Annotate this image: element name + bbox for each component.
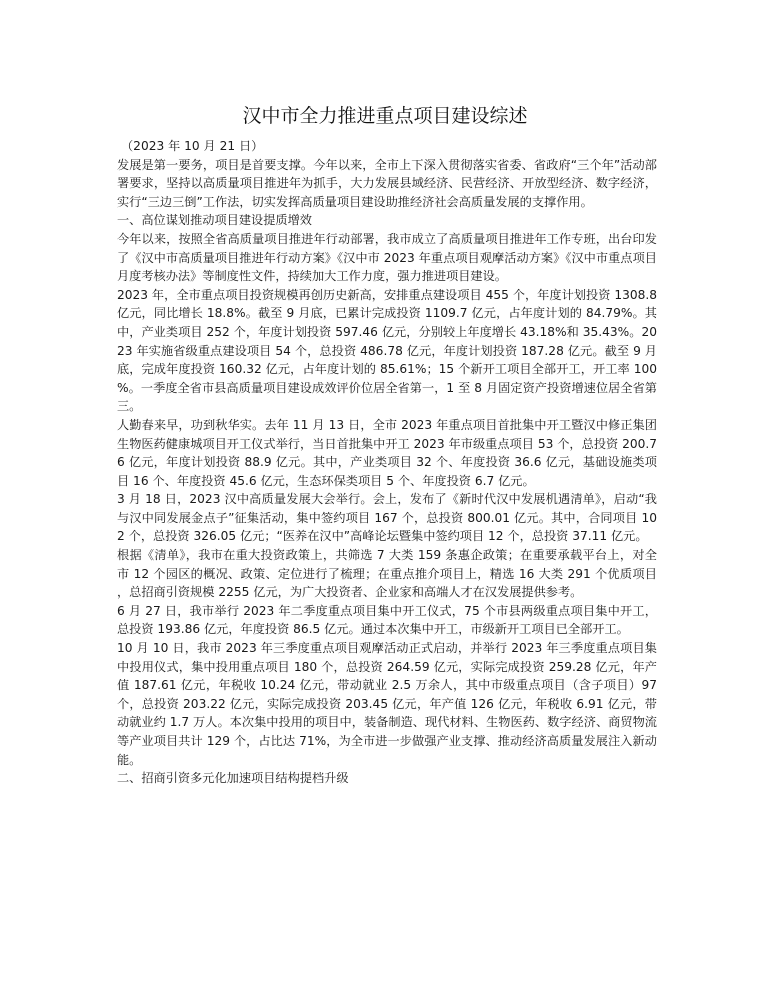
paragraph-planning: 今年以来，按照全省高质量项目推进年行动部署，我市成立了高质量项目推进年工作专班，出台印发了《汉中市高质量项目推进年行动方案》《汉中市 2023 年重点项目观摩活动方案》《汉中市重点项目月度考核办法》等制度性文件，持续加大工作力度，强力推进项目建设。 [117,231,657,284]
paragraph-list: 根据《清单》，我市在重大投资政策上，共筛选 7 大类 159 条惠企政策；在重要承载平台上，对全市 12 个园区的概况、政策、定位进行了梳理；在重点推介项目上，精选 16 大类 291 个优质项目，总招商引资规模 2255 亿元，为广大投资者、企业家和高端人才在汉发展提供参考。 [117,548,657,600]
paragraph-investment-scale: 2023 年，全市重点项目投资规模再创历史新高，安排重点建设项目 455 个，年度计划投资 1308.8 亿元，同比增长 18.8%。截至 9 月底，已累计完成投资 1109.7 亿元，占年度计划的 84.79%。其中，产业类项目 252 个，年度计划投资 597.46 亿元，分别较上年度增长 43.18%和 35.43%。2023 年实施省级重点建设项目 54 个，总投资 486.78 亿元，年度计划投资 187.28 亿元。截至 9 月底，完成年度投资 160.32 亿元，占年度计划的 85.61%；15 个新开工项目全部开工，开工率 100%。一季度全省市县高质量项目建设成效评价位居全省第一，1 至 8 月固定资产投资增速位居全省第三。 [117,287,657,414]
section-heading-2: 二、招商引资多元化加速项目结构提档升级 [117,771,349,786]
paragraph-q3-operation: 10 月 10 日，我市 2023 年三季度重点项目观摩活动正式启动，并举行 2023 年三季度重点项目集中投用仪式，集中投用重点项目 180 个，总投资 264.59 亿元，实际完成投资 259.28 亿元，年产值 187.61 亿元，年税收 10.24 亿元，带动就业 2.5 万余人，其中市级重点项目（含子项目）97 个，总投资 203.22 亿元，实际完成投资 203.45 亿元，年产值 126 亿元，年税收 6.91 亿元，带动就业约 1.7 万人。本次集中投用的项目中，装备制造、现代材料、生物医药、数字经济、商贸物流等产业项目共计 129 个，占比达 71%，为全市进一步做强产业支撑、推动经济高质量发展注入新动能。 [117,641,657,767]
paragraph-q2-start: 6 月 27 日，我市举行 2023 年二季度重点项目集中开工仪式，75 个市县两级重点项目集中开工，总投资 193.86 亿元，年度投资 86.5 亿元。通过本次集中开工，市级新开工项目已全部开工。 [117,603,657,637]
document-date: （2023 年 10 月 21 日） [121,139,264,153]
paragraph-conference: 3 月 18 日，2023 汉中高质量发展大会举行。会上，发布了《新时代汉中发展机遇清单》，启动“我与汉中同发展金点子”征集活动，集中签约项目 167 个，总投资 800.01 亿元。其中，合同项目 102 个，总投资 326.05 亿元；“医养在汉中”高峰论坛暨集中签约项目 12 个，总投资 37.11 亿元。 [117,492,657,544]
document-body [117,137,657,788]
paragraph-first-batch: 人勤春来早，功到秋华实。去年 11 月 13 日，全市 2023 年重点项目首批集中开工暨汉中修正集团生物医药健康城项目开工仪式举行，当日首批集中开工 2023 年市级重点项目 53 个，总投资 200.76 亿元，年度计划投资 88.9 亿元。其中，产业类项目 32 个、年度投资 36.6 亿元，基础设施类项目 16 个、年度投资 45.6 亿元，生态环保类项目 5 个、年度投资 6.7 亿元。 [117,417,657,488]
document-title: 汉中市全力推进重点项目建设综述 [242,105,528,127]
section-heading-1: 一、高位谋划推动项目建设提质增效 [117,213,312,228]
paragraph-intro: 发展是第一要务，项目是首要支撑。今年以来，全市上下深入贯彻落实省委、省政府“三个年”活动部署要求，坚持以高质量项目推进年为抓手，大力发展县域经济、民营经济、开放型经济、数字经济，实行“三边三倒”工作法，切实发挥高质量项目建设助推经济社会高质量发展的支撑作用。 [117,157,657,209]
